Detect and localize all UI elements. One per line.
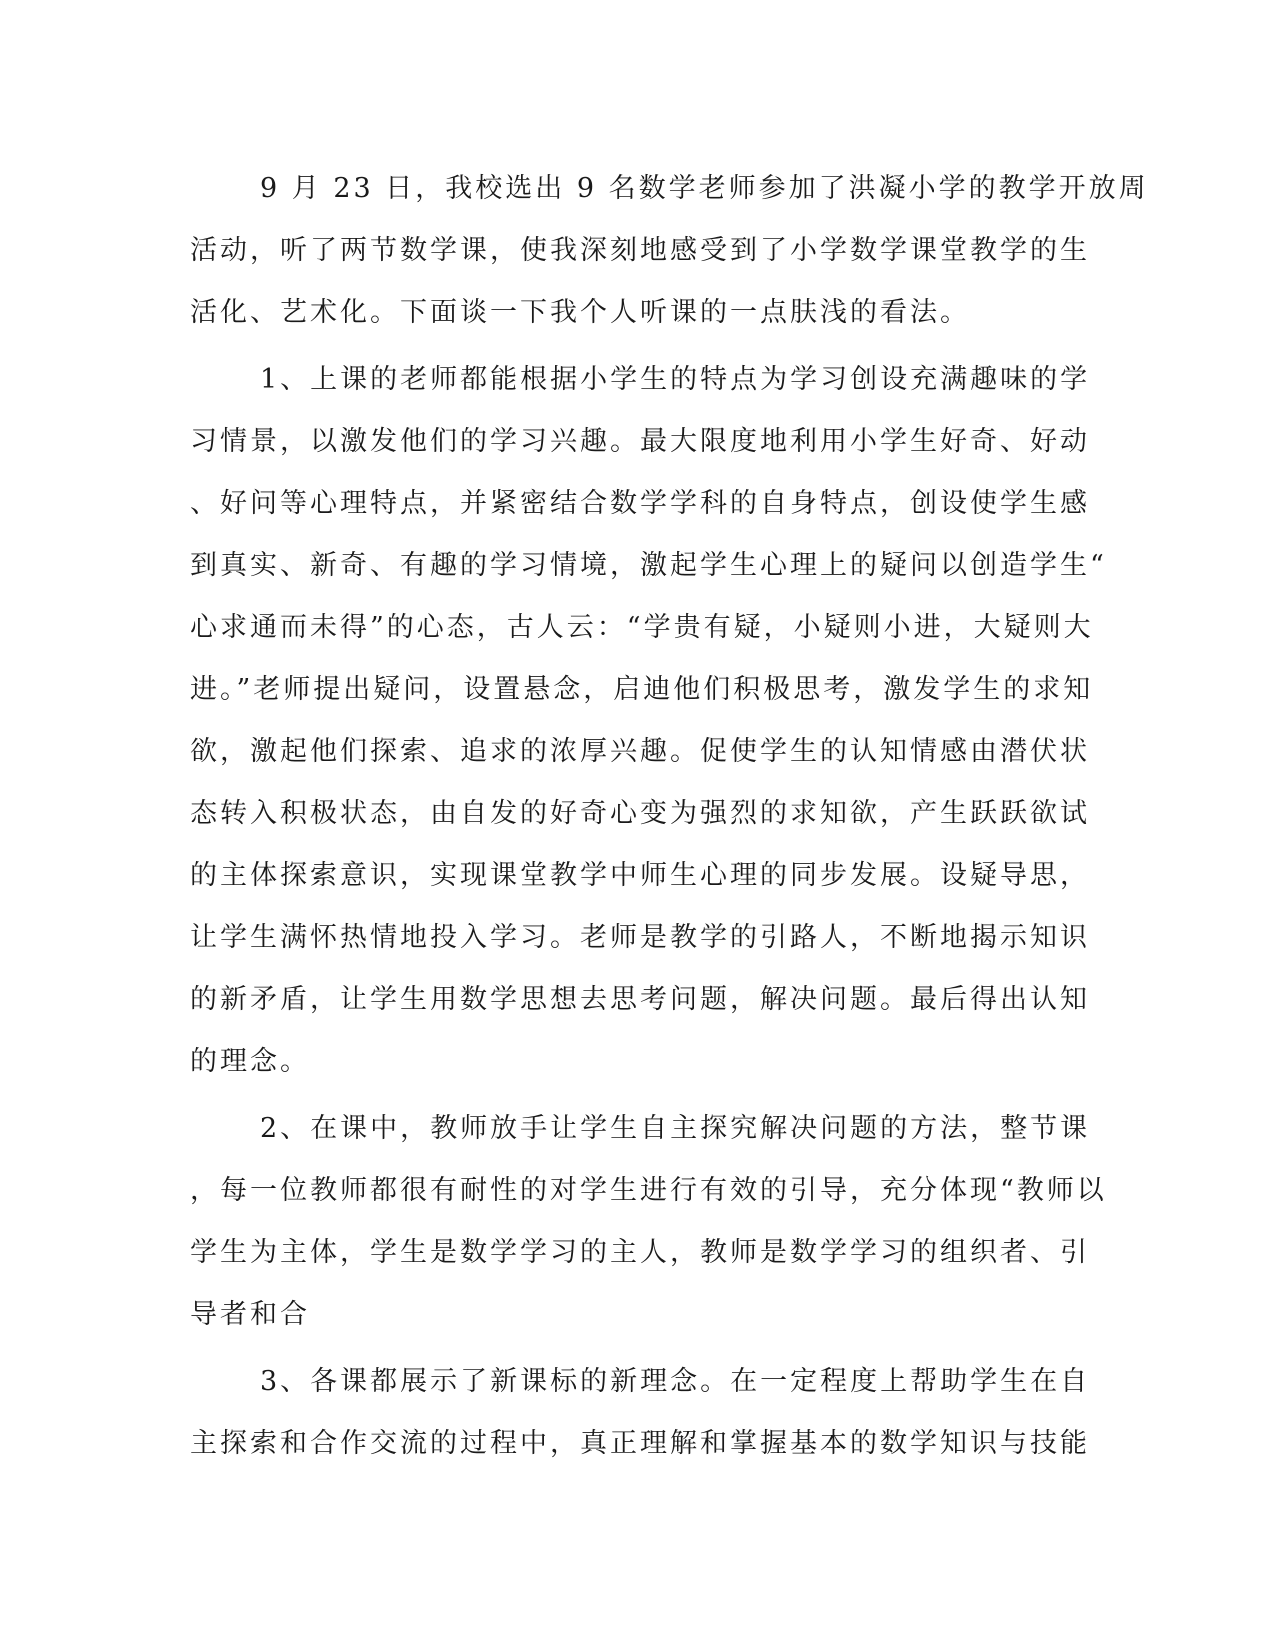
text-line: 欲，激起他们探索、追求的浓厚兴趣。促使学生的认知情感由潜伏状 bbox=[190, 736, 1090, 767]
text-line: 的主体探索意识，实现课堂教学中师生心理的同步发展。设疑导思， bbox=[190, 860, 1090, 891]
text-line: 学生为主体，学生是数学学习的主人，教师是数学学习的组织者、引 bbox=[190, 1237, 1090, 1268]
text-line: 主探索和合作交流的过程中，真正理解和掌握基本的数学知识与技能 bbox=[190, 1428, 1090, 1459]
text-line: 1、上课的老师都能根据小学生的特点为学习创设充满趣味的学 bbox=[260, 364, 1091, 395]
text-line: 9 月 23 日，我校选出 9 名数学老师参加了洪凝小学的教学开放周 bbox=[260, 173, 1149, 204]
paragraph-point-2 bbox=[190, 1098, 1107, 1346]
paragraph-point-1 bbox=[190, 349, 1107, 1093]
text-line: 的理念。 bbox=[190, 1046, 310, 1077]
document-body bbox=[190, 158, 1149, 1475]
text-line: 进。”老师提出疑问，设置悬念，启迪他们积极思考，激发学生的求知 bbox=[190, 674, 1094, 705]
text-line: 让学生满怀热情地投入学习。老师是教学的引路人，不断地揭示知识 bbox=[190, 922, 1090, 953]
text-line: 到真实、新奇、有趣的学习情境，激起学生心理上的疑问以创造学生“ bbox=[190, 550, 1107, 581]
paragraph-point-3 bbox=[190, 1351, 1090, 1475]
paragraph-intro bbox=[190, 158, 1149, 344]
text-line: 导者和合 bbox=[190, 1299, 310, 1330]
text-line: 、好问等心理特点，并紧密结合数学学科的自身特点，创设使学生感 bbox=[190, 488, 1090, 519]
text-line: 态转入积极状态，由自发的好奇心变为强烈的求知欲，产生跃跃欲试 bbox=[190, 798, 1090, 829]
text-line: 2、在课中，教师放手让学生自主探究解决问题的方法，整节课 bbox=[260, 1113, 1091, 1144]
text-line: 习情景，以激发他们的学习兴趣。最大限度地利用小学生好奇、好动 bbox=[190, 426, 1090, 457]
text-line: 的新矛盾，让学生用数学思想去思考问题，解决问题。最后得出认知 bbox=[190, 984, 1090, 1015]
text-line: 心求通而未得”的心态，古人云：“学贵有疑，小疑则小进，大疑则大 bbox=[190, 612, 1094, 643]
text-line: ，每一位教师都很有耐性的对学生进行有效的引导，充分体现“教师以 bbox=[190, 1175, 1107, 1206]
text-line: 活动，听了两节数学课，使我深刻地感受到了小学数学课堂教学的生 bbox=[190, 235, 1090, 266]
text-line: 活化、艺术化。下面谈一下我个人听课的一点肤浅的看法。 bbox=[190, 297, 970, 328]
text-line: 3、各课都展示了新课标的新理念。在一定程度上帮助学生在自 bbox=[260, 1366, 1091, 1397]
